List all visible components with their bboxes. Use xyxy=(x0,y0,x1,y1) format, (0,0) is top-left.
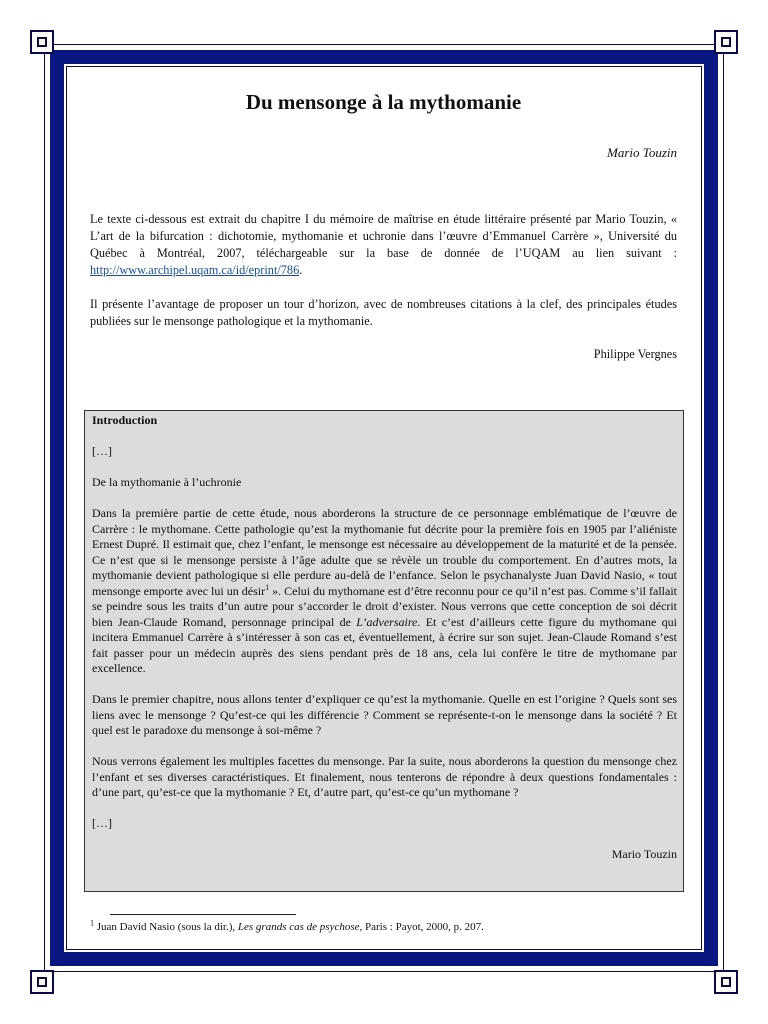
footnote-text-a: Juan David Nasio (sous la dir.), xyxy=(94,921,238,933)
excerpt-heading: Introduction xyxy=(92,413,158,427)
excerpt-paragraph-2: Dans le premier chapitre, nous allons tenter d’expliquer ce qu’est la mythomanie. Quelle en est l’origine ? Quels sont ses liens avec le mensonge ? Qu’est-ce qui les différencie ? Comment se représente-t-on le mensonge dans la société ? Et quel est le paradoxe du mensonge à soi-même ? xyxy=(92,692,677,737)
excerpt-ellipsis-end: […] xyxy=(92,816,112,830)
excerpt-ellipsis-start: […] xyxy=(92,444,112,458)
document-content xyxy=(90,86,677,362)
book-title-italic: L’adversaire xyxy=(356,614,418,629)
excerpt-box xyxy=(84,410,684,892)
intro-paragraph-1-end: . xyxy=(299,263,303,277)
footnote-number: 1 xyxy=(90,918,94,928)
footnote-reference[interactable]: 1 xyxy=(265,582,270,592)
excerpt-p1-part-c: . Et c’est d’ailleurs cette figure du mythomane qui incitera Emmanuel Carrère à s’intéresser à son cas et, éventuellement, à écrire sur son sujet. Jean-Claude Romand s’est fait passer pour un médecin auprès des siens pendant près de 18 ans, cela lui confère le titre de mythomane par excellence. xyxy=(92,614,677,675)
author-byline: Mario Touzin xyxy=(607,145,677,160)
excerpt-paragraph-3: Nous verrons également les multiples facettes du mensonge. Par la suite, nous aborderons la question du mensonge chez l’enfant et ses diverses caractéristiques. Et finalement, nous tenterons de répondre à deux questions fondamentales : d’une part, qu’est-ce que la mythomanie ? Et, d’autre part, qu’est-ce qu’un mythomane ? xyxy=(92,754,677,799)
intro-paragraph-1-text: Le texte ci-dessous est extrait du chapitre I du mémoire de maîtrise en étude littéraire présenté par Mario Touzin, « L’art de la bifurcation : dichotomie, mythomanie et uchronie dans l’œuvre d’Emmanuel Carrère », Université du Québec à Montréal, 2007, téléchargeable sur la base de donnée de l’UQAM au lien suivant : xyxy=(90,212,677,260)
excerpt-paragraph-1 xyxy=(92,506,677,677)
excerpt-signature: Mario Touzin xyxy=(611,847,677,861)
excerpt-subheading: De la mythomanie à l’uchronie xyxy=(92,475,242,489)
corner-ornament-top-right xyxy=(714,30,738,54)
page-title: Du mensonge à la mythomanie xyxy=(245,90,522,114)
excerpt-p1-part-b: ». Celui du mythomane est d’être reconnu pour ce qu’il n’est pas. Comme s’il fallait se peindre sous les traits d’un autre pour s’accorder le droit d’exister. Nous verrons que cette conception de soi décrit bien Jean-Claude Romand, personnage principal de xyxy=(92,583,678,629)
intro-signature: Philippe Vergnes xyxy=(593,347,677,361)
intro-paragraph-1 xyxy=(90,211,677,279)
footnote-text-b: , Paris : Payot, 2000, p. 207. xyxy=(359,921,484,933)
footnote xyxy=(90,918,484,933)
corner-ornament-top-left xyxy=(30,30,54,54)
corner-ornament-bottom-right xyxy=(714,970,738,994)
excerpt-p1-part-a: Dans la première partie de cette étude, nous aborderons la structure de ce personnage emblématique de l’œuvre de Carrère : le mythomane. Cette pathologie qu’est la mythomanie fut décrite pour la première fois en 1905 par l’aliéniste Ernest Dupré. Il estimait que, chez l’enfant, le mensonge est nécessaire au développement de la maturité et de la pensée. Ce n’est que si le mensonge persiste à l’âge adulte que se révèle un trouble du comportement. En d’autres mots, la mythomanie devient pathologique si elle perdure au-delà de l’enfance. Selon le psychanalyste Juan David Nasio, « tout mensonge emporte avec lui un désir xyxy=(92,506,677,598)
footnote-separator xyxy=(110,914,296,915)
intro-paragraph-2: Il présente l’avantage de proposer un tour d’horizon, avec de nombreuses citations à la clef, des principales études publiées sur le mensonge pathologique et la mythomanie. xyxy=(90,297,677,328)
archipel-link[interactable]: http://www.archipel.uqam.ca/id/eprint/786 xyxy=(90,263,300,277)
footnote-book-title: Les grands cas de psychose xyxy=(237,921,360,933)
corner-ornament-bottom-left xyxy=(30,970,54,994)
